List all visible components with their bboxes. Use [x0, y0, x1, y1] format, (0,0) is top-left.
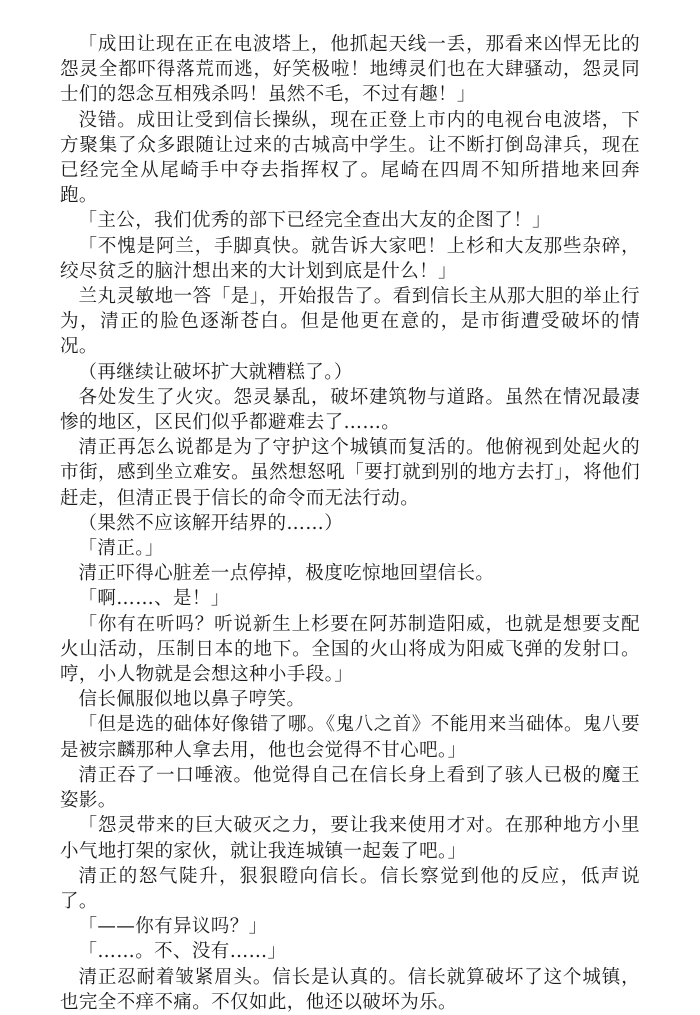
paragraph: 各处发生了火灾。怨灵暴乱，破坏建筑物与道路。虽然在情况最凄惨的地区，区民们似乎都避难去了……。	[60, 386, 640, 434]
paragraph: 「怨灵带来的巨大破灭之力，要让我来使用才对。在那种地方小里小气地打架的家伙，就让我连城镇一起轰了吧。」	[60, 815, 640, 862]
paragraph: 「成田让现在正在电波塔上，他抓起天线一丢，那看来凶悍无比的怨灵全都吓得落荒而逃，好笑极啦！地缚灵们也在大肆骚动，怨灵同士们的怨念互相残杀吗！虽然不毛，不过有趣！」	[60, 34, 640, 106]
paragraph: 清正吞了一口唾液。他觉得自己在信长身上看到了骇人已极的魔王姿影。	[60, 764, 640, 812]
paragraph: 清正吓得心脏差一点停掉，极度吃惊地回望信长。	[78, 563, 495, 585]
paragraph: 「主公，我们优秀的部下已经完全查出大友的企图了！」	[78, 210, 552, 232]
paragraph: 「清正。」	[78, 538, 164, 560]
paragraph: 「你有在听吗？听说新生上杉要在阿苏制造阳威，也就是想要支配火山活动，压制日本的地下。全国的火山将成为阳威飞弹的发射口。哼，小人物就是会想这种小手段。」	[60, 613, 640, 686]
paragraph: 「……。不、没有……」	[78, 941, 287, 963]
paragraph: 信长佩服似地以鼻子哼笑。	[78, 689, 306, 711]
paragraph: 「啊……、是！」	[78, 588, 230, 610]
paragraph: 「但是选的础体好像错了哪。《鬼八之首》不能用来当础体。鬼八要是被宗麟那种人拿去用，他也会觉得不甘心吧。」	[60, 714, 640, 761]
paragraph: 「不愧是阿兰，手脚真快。就告诉大家吧！上杉和大友那些杂碎，绞尽贫乏的脑汁想出来的大计划到底是什么！」	[60, 235, 640, 282]
paragraph: （果然不应该解开结界的……）	[78, 512, 344, 534]
paragraph: 清正的怒气陡升，狠狠瞪向信长。信长察觉到他的反应，低声说了。	[60, 865, 640, 912]
paragraph: 「——你有异议吗？」	[78, 916, 268, 938]
paragraph: 兰丸灵敏地一答「是」，开始报告了。看到信长主从那大胆的举止行为，清正的脸色逐渐苍白。但是他更在意的，是市街遭受破坏的情况。	[60, 286, 640, 358]
paragraph: 没错。成田让受到信长操纵，现在正登上市内的电视台电波塔，下方聚集了众多跟随让过来的古城高中学生。让不断打倒岛津兵，现在已经完全从尾崎手中夺去指挥权了。尾崎在四周不知所措地来回奔跑。	[60, 109, 640, 207]
paragraph: 清正忍耐着皱紧眉头。信长是认真的。信长就算破坏了这个城镇，也完全不痒不痛。不仅如此，他还以破坏为乐。	[60, 966, 640, 1013]
paragraph: （再继续让破坏扩大就糟糕了。）	[78, 361, 353, 383]
paragraph: 清正再怎么说都是为了守护这个城镇而复活的。他俯视到处起火的市街，感到坐立难安。虽然想怒吼「要打就到别的地方去打」，将他们赶走，但清正畏于信长的命令而无法行动。	[60, 437, 640, 509]
document-page	[60, 32, 640, 1015]
